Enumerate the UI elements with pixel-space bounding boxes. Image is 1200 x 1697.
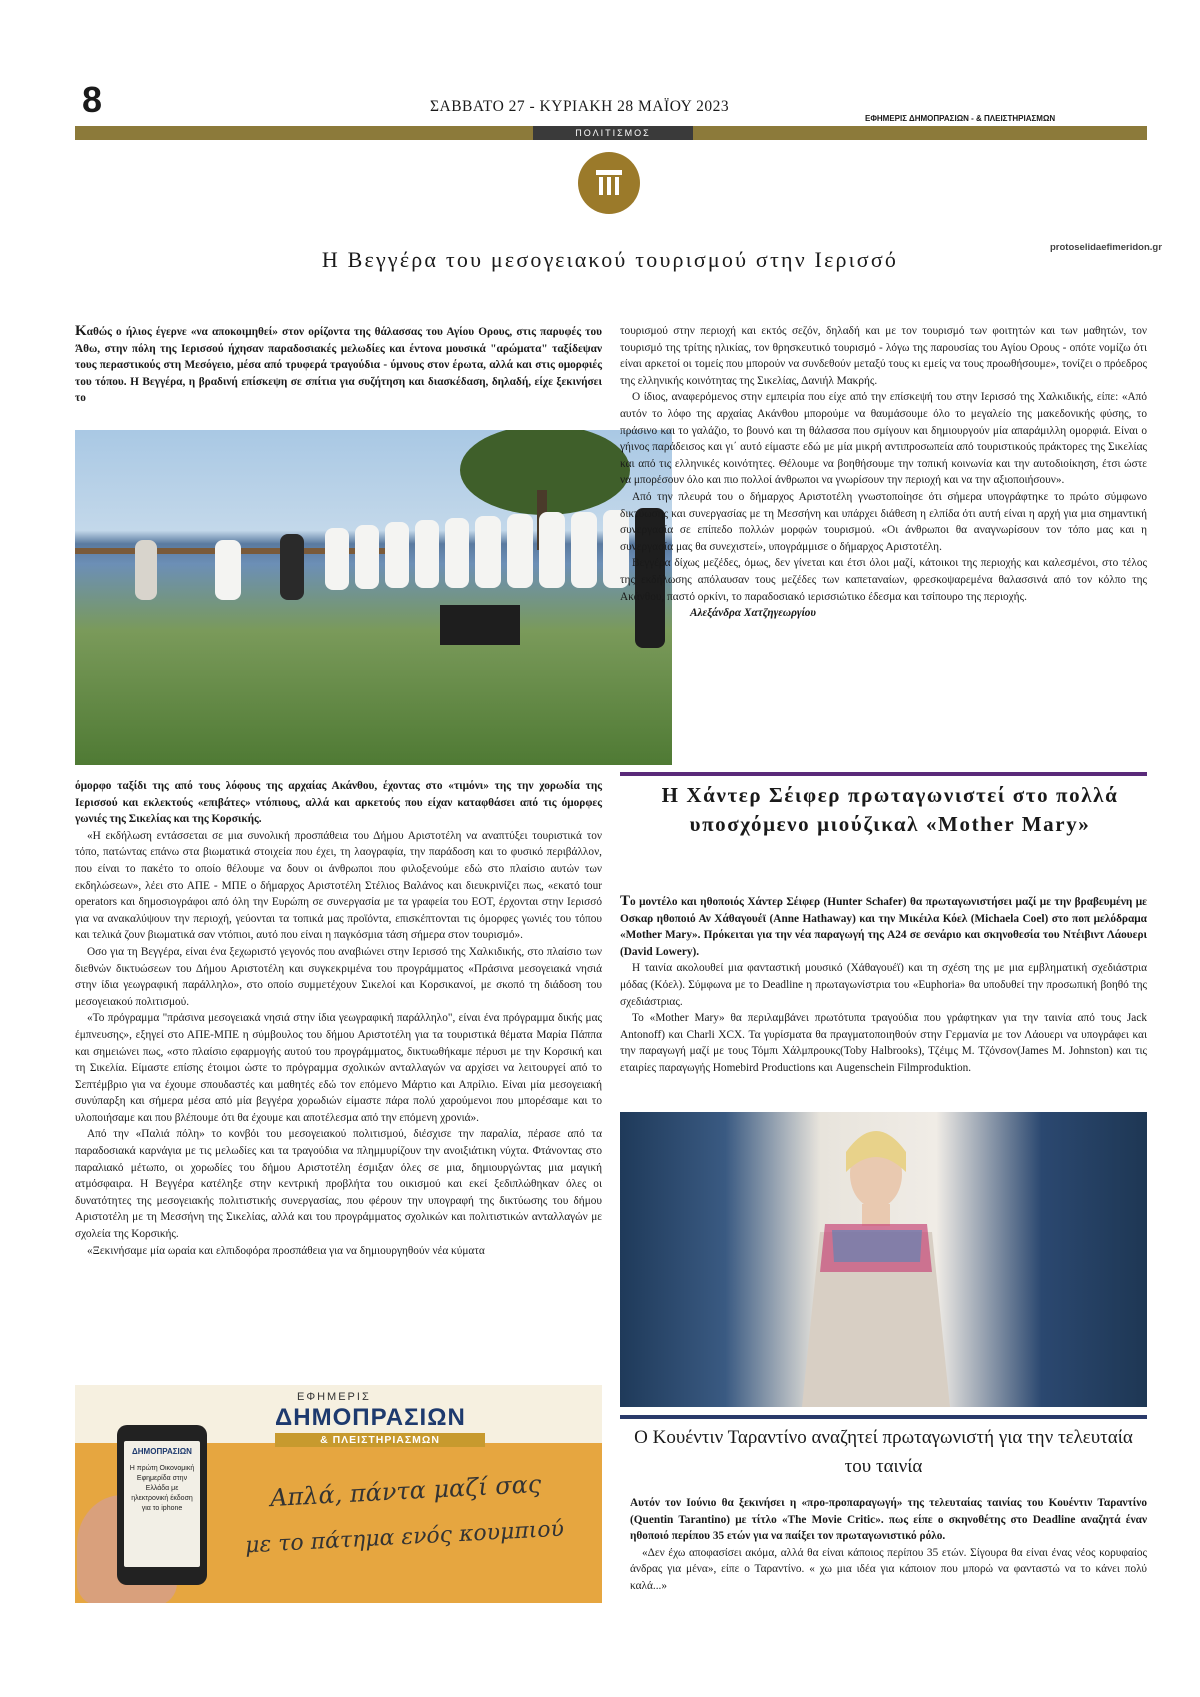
divider — [620, 772, 1147, 776]
ad-brand-name: ΔΗΜΟΠΡΑΣΙΩΝ — [275, 1404, 466, 1431]
lead-text: αθώς ο ήλιος έγερνε «να αποκοιμηθεί» στον ορίζοντα της θάλασσας του Αγίου Ορους, στις παρυφές του Άθω, στην πόλη της Ιερισσού ήχησαν παραδοσιακές μελωδίες και έντονα μουσικά "αρώματα" ταξίδεψαν τους περαστικούς στη Μεσόγειο, μέσα από τρυφερά τραγούδια - ύμνους στον έρωτα, αλλά και στις ομορφιές του τόπου. Η Βεγγέρα, η βραδινή επίσκεψη σε σπίτια για συζήτηση και διασκέδαση, δηλαδή, είχε ξεκινήσει το — [75, 326, 602, 405]
article-body — [620, 893, 1147, 1077]
article-title: Η Χάντερ Σέιφερ πρωταγωνιστεί στο πολλά υποσχόμενο μιούζικαλ «Mother Mary» — [661, 783, 1119, 836]
screen-brand: ΔΗΜΟΠΡΑΣΙΩΝ — [132, 1447, 192, 1456]
body-paragraph: τουρισμού στην περιοχή και εκτός σεζόν, δηλαδή και με τον τουρισμό των φοιτητών και των μαθητών, τον τουρισμό της τρίτης ηλικίας, τον θρησκευτικό τουρισμό - λόγω της παρουσίας του Αγίου Ορους - οπότε νομίζω ότι είναι αρκετοί οι τομείς που μπορούν να συνδεθούν μεταξύ τους κι εμείς να τους προωθήσουμε», τονίζει ο πρόεδρος της ελληνικής κοινότητας της Σικελίας, Δανιήλ Μακρής. — [620, 325, 1147, 387]
choir-photo — [75, 430, 672, 765]
ad-brand-subtitle: & ΠΛΕΙΣΤΗΡΙΑΣΜΩΝ — [275, 1433, 485, 1447]
newspaper-app-ad[interactable] — [75, 1385, 602, 1603]
body-paragraph: Το «Mother Mary» θα περιλαμβάνει πρωτότυπα τραγούδια που γράφτηκαν για την ταινία από τους Jack Antonoff) και Charli XCX. Τα γυρίσματα θα πραγματοποιηθούν στην Γερμανία με τον Λάουερι να υπογράφει και την παραγωγή μαζί με τους Τόμπι Χάλμπρουκς(Toby Halbrooks), Τζέιμς Μ. Τζόνσον(James M. Johnston) και τις εταιρίες παραγωγής Homebird Productions και Augenschein Filmproduktion. — [620, 1012, 1147, 1074]
phone-screen — [124, 1441, 200, 1567]
article-title: Η Βεγγέρα του μεσογειακού τουρισμού στην Ιερισσό — [321, 247, 899, 272]
body-paragraph: «Ξεκινήσαμε μία ωραία και ελπιδοφόρα προσπάθεια για να δημιουργηθούν νέα κύματα — [87, 1244, 485, 1257]
body-paragraph: Οσο για τη Βεγγέρα, είναι ένα ξεχωριστό γεγονός που αναβιώνει στην Ιερισσό της Χαλκιδικής, στο πλαίσιο των διεθνών δικτυώσεων του Δήμου Αριστοτέλη και συγκεκριμένα του προγράμματος «Πράσινα μεσογειακά νησιά στην ίδια γεωγραφική παράλληλο», στο οποίο συμμετέχουν Σικελοί και Κορσικανοί, με σκοπό τη διάδοση του μεσογειακού πολιτισμού. — [75, 945, 602, 1008]
divider — [620, 1415, 1147, 1419]
lead-text: Αυτόν τον Ιούνιο θα ξεκινήσει η «προ-προπαραγωγή» της τελευταίας ταινίας του Κουέντιν Ταραντίνο (Quentin Tarantino) με τίτλο «The Movie Critic». πως είπε ο σκηνοθέτης στο Deadline αναζητά έναν ηθοποιό περίπου 35 ετών για να παίξει τον πρωταγωνιστικό ρόλο. — [630, 1497, 1147, 1543]
drop-cap: Τ — [620, 893, 631, 909]
drop-cap: Κ — [75, 323, 87, 339]
lead-continuation: όμορφο ταξίδι της από τους λόφους της αρχαίας Ακάνθου, έχοντας στο «τιμόνι» της την χορωδία της Ιερισσού και εκλεκτούς «επιβάτες» ντόπιους, αλλά και αρκετούς που είχαν καταφθάσει από τις όμορφες γωνιές της Σικελίας και της Κορσικής. — [75, 780, 602, 826]
article-body-right — [620, 323, 1147, 622]
screen-text: Η πρώτη Οικονομική Εφημερίδα στην Ελλάδα με ηλεκτρονική έκδοση για το iphone — [129, 1465, 195, 1512]
masthead: ΕΦΗΜΕΡΙΣ ΔΗΜΟΠΡΑΣΙΩΝ - & ΠΛΕΙΣΤΗΡΙΑΣΜΩΝ — [865, 114, 1056, 123]
body-paragraph: Από την «Παλιά πόλη» το κονβόι του μεσογειακού πολιτισμού, διέσχισε την παραλία, πέρασε από τα παραδοσιακά καρνάγια με τις μελωδίες και τα τραγούδια να πλημμυρίζουν την ανοιξιάτικη νύχτα. Φτάνοντας στο παραλιακό μέτωπο, οι χορωδίες του δήμου Αριστοτέλη έσμιξαν όλες σε μια, δημιουργώντας μια μαγική ατμόσφαιρα. Η Βεγγέρα κατέληξε στην κεντρική προβλήτα του οικισμού και εκεί ξεδιπλώθηκαν όλες οι δυνατότητες της μεσογειακής πολιτιστικής συνεργασίας, που φέρουν την υπογραφή της δικτύωσης του δήμου Αριστοτέλη με τη Μεσσήνη της Σικελίας, αλλά και του προγράμματος σχολικών και πολιτιστικών ανταλλαγών με σχολεία της Κορσικής. — [75, 1128, 602, 1241]
article-author: Αλεξάνδρα Χατζηγεωργίου — [690, 607, 816, 620]
article-lead — [75, 323, 602, 407]
dateline: ΣΑΒΒΑΤΟ 27 - ΚΥΡΙΑΚΗ 28 ΜΑΪΟΥ 2023 — [430, 98, 730, 115]
article-body — [630, 1495, 1147, 1595]
ad-slogan-line2: με το πάτημα ενός κουμπιού — [244, 1516, 565, 1559]
article-title: Ο Κουέντιν Ταραντίνο αναζητεί πρωταγωνιστή για την τελευταία του ταινία — [634, 1427, 1133, 1477]
body-paragraph: «Η εκδήλωση εντάσσεται σε μια συνολική προσπάθεια του Δήμου Αριστοτέλη να αναπτύξει τουριστικά τον τόπο, πατώντας επάνω στα βιωματικά στοιχεία που έχει, τη λαογραφία, την παράδοση και το φυσικό περιβάλλον, που είναι το πακέτο το οποίο θέλουμε να δουν οι άνθρωποι που φιλοξενούμε εδώ στο πλαίσιο αυτών των εκδηλώσεων», λέει στο ΑΠΕ - ΜΠΕ ο δήμαρχος Αριστοτέλη Στέλιος Βαλάνος και διευκρινίζει πως, «εκατό tour operators και δημοσιογράφοι από όλη την Ευρώπη σε συνεργασία με τα γραφεία του ΕΟΤ, έρχονται στην Ιερισσό για να ανακαλύψουν την περιοχή, γεύονται τα τοπικά μας προϊόντα, επισκέπτονται τις όμορφες γωνιές του τόπου και τελικά ζουν βιωματικά σαν ντόπιοι, αυτό που είναι η παγκόσμια τάση σήμερα στον τουρισμό». — [75, 829, 602, 942]
body-paragraph: Η ταινία ακολουθεί μια φανταστική μουσικό (Χάθαγουέϊ) και τη σχέση της με μια εμβληματική σχεδιάστρια μόδας (Κόελ). Σύμφωνα με το Deadline η πρωταγωνίστρια του «Euphoria» θα υποδυθεί την προσωπική βοηθό της σχεδιάστριας. — [620, 962, 1147, 1008]
actress-photo — [620, 1112, 1147, 1407]
body-paragraph: Ο ίδιος, αναφερόμενος στην εμπειρία που είχε από την επίσκεψή του στην Ιερισσό της Χαλκιδικής, είπε: «Από αυτόν το λόφο της αρχαίας Ακάνθου μπορούμε να θαυμάσουμε όλο το μεγαλείο της μακεδονικής φύσης, το πράσινο και το γαλάζιο, το βουνό και τη θάλασσα που σμίγουν και δημιουργούν μία απαράμιλλη ομορφιά. Είναι ο γήινος παράδεισος και γι΄ αυτό είμαστε εδώ με μία μικρή αντιπροσωπεία από τουριστικούς πράκτορες της Σικελίας και από τις ελληνικές κοινότητες. Θέλουμε να βοηθήσουμε την τοπική κοινωνία και την αυτοδιοίκηση, έτσι ώστε να μπορέσουν όλο και πιο πολλοί άνθρωποι να γνωρίσουν την περιοχή και να την αξιοποιήσουν». — [620, 391, 1147, 487]
smartphone-icon — [117, 1425, 207, 1585]
column-emblem-icon — [578, 152, 640, 214]
article-body-left — [75, 778, 602, 1259]
page-number: 8 — [82, 79, 103, 120]
body-paragraph: Από την πλευρά του ο δήμαρχος Αριστοτέλη γνωστοποίησε ότι σήμερα υπογράφτηκε το πρώτο σύμφωνο δικτύωσης και συνεργασίας με τη Μεσσήνη και υπάρχει διάθεση η ελπίδα ότι αυτή είναι η αρχή για μια σημαντική συνεργασία σε επίπεδο πολλών μορφών τουρισμού. «Οι άνθρωποι θα αναγνωρίσουν τον τόπο μας και η συνεργασία μας θα συνεχιστεί», υπογράμμισε ο δήμαρχος Αριστοτέλη. — [620, 490, 1147, 553]
ad-brand-kicker: ΕΦΗΜΕΡΙΣ — [297, 1391, 371, 1403]
section-label: ΠΟΛΙΤΙΣΜΟΣ — [533, 126, 693, 140]
body-paragraph: «Δεν έχω αποφασίσει ακόμα, αλλά θα είναι κάποιος περίπου 35 ετών. Σίγουρα θα είναι ένας νέος κορυφαίος άνδρας για μένα», είπε ο Ταραντίνο. « χω μια ιδέα για κάποιον που μπορώ να φανταστώ να το κάνει πολύ καλά...» — [630, 1546, 1147, 1592]
ad-slogan-line1: Απλά, πάντα μαζί σας — [269, 1469, 542, 1513]
body-paragraph: «Το πρόγραμμα "πράσινα μεσογειακά νησιά στην ίδια γεωγραφική παράλληλο", είναι ένα πρόγραμμα δικής μας έμπνευσης», εξηγεί στο ΑΠΕ-ΜΠΕ η σύμβουλος του δήμου Αριστοτέλη για τα τουριστικά θέματα Μαρία Πάππα και σημειώνει πως, «στο πλαίσιο εφαρμογής αυτού του προγράμματος, δικτυωθήκαμε πέρυσι με την Κορσική και τη Σικελία. Είμαστε επίσης έτοιμοι ώστε το πρόγραμμα σχολικών ανταλλαγών να αρχίσει να λειτουργεί από το Σεπτέμβριο για να έχουμε σπουδαστές και μαθητές εδώ τον επόμενο Μάρτιο και Απρίλιο. Είναι μία μεσογειακή συνύπαρξη και σήμερα μέσα από μία βεγγέρα χορωδιών είμαστε πάρα πολύ χαρούμενοι που μπορέσαμε και το υλοποιήσαμε και που βλέπουμε ότι θα έχουμε και αποτέλεσμα από την επόμενη χρονιά». — [75, 1012, 602, 1124]
lead-text: ο μοντέλο και ηθοποιός Χάντερ Σέιφερ (Hunter Schafer) θα πρωταγωνιστήσει μαζί με την βραβευμένη με Οσκαρ ηθοποιό Αν Χάθαγουέϊ (Anne Hathaway) και την Μικέιλα Κόελ (Michaela Coel) στο ποπ μελόδραμα «Mother Mary». Πρόκειται για την νέα παραγωγή της A24 σε σενάριο και σκηνοθεσία του Ντέιβιντ Λάουερι (David Lowery). — [620, 896, 1147, 958]
site-watermark: protoselidaefimeridon.gr — [1050, 242, 1162, 253]
body-paragraph: Βεγγέρα δίχως μεζέδες, όμως, δεν γίνεται και έτσι όλοι μαζί, κάτοικοι της περιοχής και καλεσμένοι, στο τέλος της εκδήλωσης απόλαυσαν τους μεζέδες των καπεταναίων, φρεσκοψαρεμένα θαλασσινά από τον κόλπο της Ακάνθου, παστό ορκίνι, το παραδοσιακό ιερισσιώτικο έδεσμα και τσίπουρο της περιοχής. — [620, 557, 1147, 603]
